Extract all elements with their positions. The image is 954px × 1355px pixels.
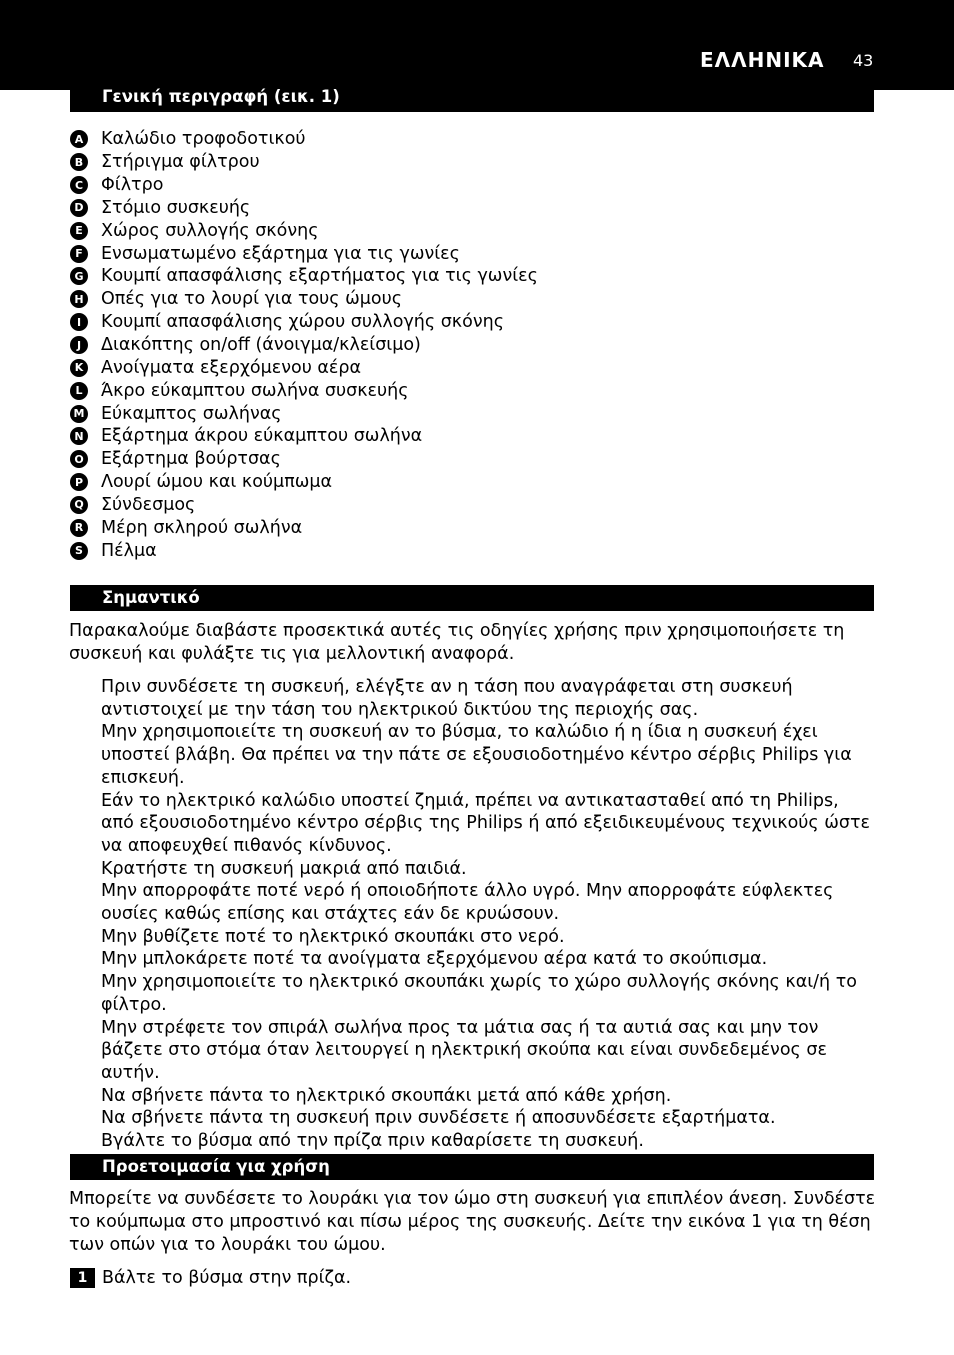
part-letter-badge: N bbox=[70, 427, 88, 445]
warning-item: Βγάλτε το βύσμα από την πρίζα πριν καθαρίσετε τη συσκευή. bbox=[101, 1131, 644, 1152]
part-label: Καλώδιο τροφοδοτικού bbox=[101, 129, 306, 150]
part-item bbox=[70, 379, 538, 402]
step-1 bbox=[70, 1268, 351, 1288]
part-letter-badge: I bbox=[70, 313, 88, 331]
part-item bbox=[70, 128, 538, 151]
part-letter-badge: M bbox=[70, 405, 88, 423]
part-label: Κουμπί απασφάλισης χώρου συλλογής σκόνης bbox=[101, 312, 504, 333]
part-label: Στήριγμα φίλτρου bbox=[101, 152, 260, 173]
part-letter-badge: J bbox=[70, 336, 88, 354]
warning-item: Κρατήστε τη συσκευή μακριά από παιδιά. bbox=[101, 858, 467, 879]
part-item bbox=[70, 334, 538, 357]
part-item bbox=[70, 539, 538, 562]
part-label: Άκρο εύκαμπτου σωλήνα συσκευής bbox=[101, 380, 409, 401]
part-label: Χώρος συλλογής σκόνης bbox=[101, 220, 319, 241]
part-item bbox=[70, 494, 538, 517]
preparation-intro: Μπορείτε να συνδέσετε το λουράκι για τον ώμο στη συσκευή για επιπλέον άνεση. Συνδέστε το κούμπωμα στο μπροστινό και πίσω μέρος της συσκευής. Δείτε την εικόνα 1 για τη θέση των οπών για το λουράκι του ώμου. bbox=[69, 1189, 876, 1255]
important-intro: Παρακαλούμε διαβάστε προσεκτικά αυτές τις οδηγίες χρήσης πριν χρησιμοποιήσετε τη συσκευή και φυλάξτε τις για μελλοντική αναφορά. bbox=[69, 621, 845, 664]
step-text: Βάλτε το βύσμα στην πρίζα. bbox=[102, 1268, 352, 1288]
warning-item: Μην χρησιμοποιείτε το ηλεκτρικό σκουπάκι χωρίς το χώρο συλλογής σκόνης και/ή το φίλτρο. bbox=[101, 972, 857, 1015]
warning-item: Να σβήνετε πάντα το ηλεκτρικό σκουπάκι μετά από κάθε χρήση. bbox=[101, 1085, 672, 1106]
part-item bbox=[70, 402, 538, 425]
part-letter-badge: K bbox=[70, 359, 88, 377]
section-header-important bbox=[70, 585, 874, 611]
warning-item: Να σβήνετε πάντα τη συσκευή πριν συνδέσετε ή αποσυνδέσετε εξαρτήματα. bbox=[101, 1108, 776, 1129]
part-letter-badge: C bbox=[70, 176, 88, 194]
part-label: Κουμπί απασφάλισης εξαρτήματος για τις γωνίες bbox=[101, 266, 538, 287]
section-title-general: Γενική περιγραφή (εικ. 1) bbox=[102, 87, 340, 106]
warning-item: Μην στρέφετε τον σπιράλ σωλήνα προς τα μάτια σας ή τα αυτιά σας και μην τον βάζετε στο στόμα όταν λειτουργεί η ηλεκτρική σκούπα και είναι συνδεδεμένος σε αυτήν. bbox=[101, 1017, 827, 1083]
part-item bbox=[70, 242, 538, 265]
part-label: Διακόπτης on/off (άνοιγμα/κλείσιμο) bbox=[101, 335, 421, 356]
warning-item: Μην βυθίζετε ποτέ το ηλεκτρικό σκουπάκι στο νερό. bbox=[101, 926, 565, 947]
part-letter-badge: B bbox=[70, 153, 88, 171]
part-item bbox=[70, 265, 538, 288]
section-title-important: Σημαντικό bbox=[102, 588, 200, 607]
part-letter-badge: D bbox=[70, 199, 88, 217]
part-label: Εξάρτημα άκρου εύκαμπτου σωλήνα bbox=[101, 426, 423, 447]
part-letter-badge: O bbox=[70, 450, 88, 468]
part-letter-badge: F bbox=[70, 245, 88, 263]
language-label: ΕΛΛΗΝΙΚΑ bbox=[700, 48, 825, 72]
part-label: Μέρη σκληρού σωλήνα bbox=[101, 517, 303, 538]
section-title-preparation: Προετοιμασία για χρήση bbox=[102, 1157, 330, 1176]
part-item bbox=[70, 356, 538, 379]
part-letter-badge: P bbox=[70, 473, 88, 491]
part-item bbox=[70, 151, 538, 174]
part-item bbox=[70, 197, 538, 220]
part-letter-badge: A bbox=[70, 130, 88, 148]
part-item bbox=[70, 516, 538, 539]
part-label: Σύνδεσμος bbox=[101, 494, 196, 515]
page-header-bar bbox=[0, 0, 954, 90]
part-letter-badge: H bbox=[70, 290, 88, 308]
warning-item: Μην χρησιμοποιείτε τη συσκευή αν το βύσμα, το καλώδιο ή η ίδια η συσκευή έχει υποστεί βλάβη. Θα πρέπει να την πάτε σε εξουσιοδοτημένο κέντρο σέρβις Philips για επισκευή. bbox=[101, 722, 852, 788]
part-item bbox=[70, 471, 538, 494]
part-label: Πέλμα bbox=[101, 540, 157, 561]
part-item bbox=[70, 219, 538, 242]
step-number: 1 bbox=[70, 1268, 95, 1288]
warning-item: Εάν το ηλεκτρικό καλώδιο υποστεί ζημιά, πρέπει να αντικατασταθεί από τη Philips, από εξουσιοδοτημένο κέντρο σέρβις της Philips ή από εξειδικευμένους τεχνικούς ώστε να αποφευχθεί πιθανός κίνδυνος. bbox=[101, 790, 870, 856]
part-letter-badge: Q bbox=[70, 496, 88, 514]
section-header-general bbox=[70, 84, 874, 111]
part-label: Στόμιο συσκευής bbox=[101, 197, 251, 218]
part-letter-badge: L bbox=[70, 382, 88, 400]
part-label: Φίλτρο bbox=[101, 175, 164, 196]
part-letter-badge: G bbox=[70, 267, 88, 285]
part-item bbox=[70, 425, 538, 448]
part-item bbox=[70, 288, 538, 311]
part-letter-badge: R bbox=[70, 519, 88, 537]
part-letter-badge: S bbox=[70, 542, 88, 560]
part-item bbox=[70, 311, 538, 334]
part-item bbox=[70, 448, 538, 471]
part-label: Εύκαμπτος σωλήνας bbox=[101, 403, 282, 424]
part-letter-badge: E bbox=[70, 222, 88, 240]
part-label: Εξάρτημα βούρτσας bbox=[101, 449, 281, 470]
page-number: 43 bbox=[853, 51, 874, 70]
warning-item: Μην απορροφάτε ποτέ νερό ή οποιοδήποτε άλλο υγρό. Μην απορροφάτε εύφλεκτες ουσίες καθώς επίσης και στάχτες εάν δε κρυώσουν. bbox=[101, 881, 834, 925]
part-label: Ενσωματωμένο εξάρτημα για τις γωνίες bbox=[101, 243, 460, 264]
part-label: Λουρί ώμου και κούμπωμα bbox=[101, 472, 333, 493]
part-item bbox=[70, 174, 538, 197]
warning-item: Μην μπλοκάρετε ποτέ τα ανοίγματα εξερχόμενου αέρα κατά το σκούπισμα. bbox=[101, 949, 768, 970]
warnings-list bbox=[101, 676, 876, 1153]
warning-item: Πριν συνδέσετε τη συσκευή, ελέγξτε αν η τάση που αναγράφεται στη συσκευή αντιστοιχεί με την τάση του ηλεκτρικού δικτύου της περιοχής σας. bbox=[101, 677, 793, 720]
part-label: Ανοίγματα εξερχόμενου αέρα bbox=[101, 357, 362, 378]
parts-list bbox=[70, 128, 538, 562]
section-header-preparation bbox=[70, 1154, 874, 1180]
part-label: Οπές για το λουρί για τους ώμους bbox=[101, 289, 403, 310]
